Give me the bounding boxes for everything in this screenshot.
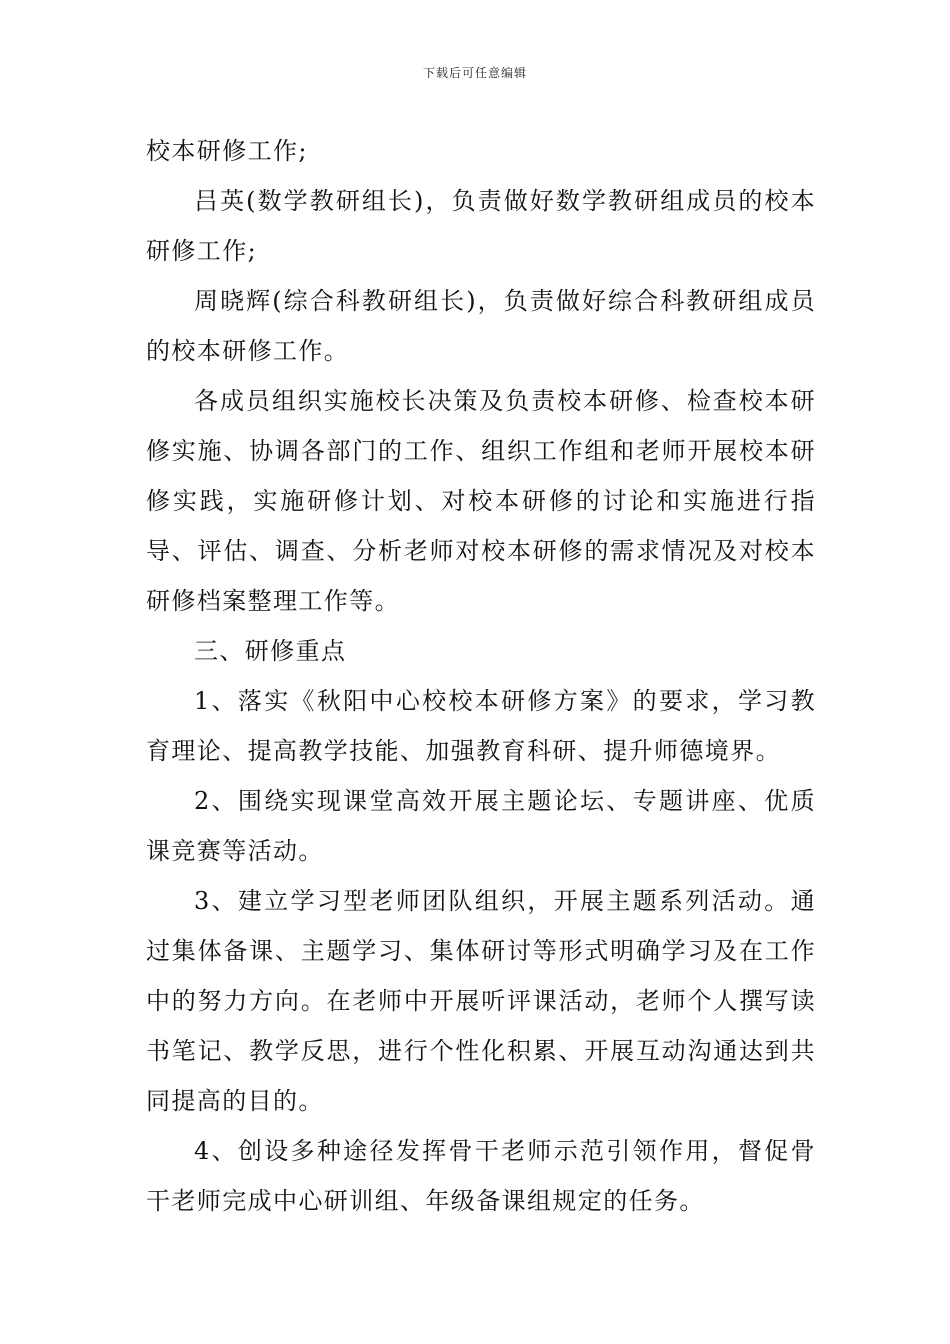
section-heading-research-focus: 三、研修重点 [194,637,347,665]
paragraph-continuation: 校本研修工作; [146,137,308,165]
paragraph-lv-ying: 吕英(数学教研组长)，负责做好数学教研组成员的校本研修工作; [146,187,816,265]
list-item-4: 4、创设多种途径发挥骨干老师示范引领作用，督促骨干老师完成中心研训组、年级备课组规定的任务。 [146,1137,816,1215]
paragraph-zhou-xiaohui: 周晓辉(综合科教研组长)，负责做好综合科教研组成员的校本研修工作。 [146,287,816,365]
page-header: 下载后可任意编辑 [422,66,527,80]
list-item-2: 2、围绕实现课堂高效开展主题论坛、专题讲座、优质课竞赛等活动。 [146,787,816,865]
list-item-3: 3、建立学习型老师团队组织，开展主题系列活动。通过集体备课、主题学习、集体研讨等形式明确学习及在工作中的努力方向。在老师中开展听评课活动，老师个人撰写读书笔记、教学反思，进行个性化积累、开展互动沟通达到共同提高的目的。 [146,887,816,1115]
document-body [146,126,816,1226]
paragraph-members-duties: 各成员组织实施校长决策及负责校本研修、检查校本研修实施、协调各部门的工作、组织工作组和老师开展校本研修实践，实施研修计划、对校本研修的讨论和实施进行指导、评估、调查、分析老师对校本研修的需求情况及对校本研修档案整理工作等。 [146,387,816,615]
list-item-1: 1、落实《秋阳中心校校本研修方案》的要求，学习教育理论、提高教学技能、加强教育科研、提升师德境界。 [146,687,816,765]
